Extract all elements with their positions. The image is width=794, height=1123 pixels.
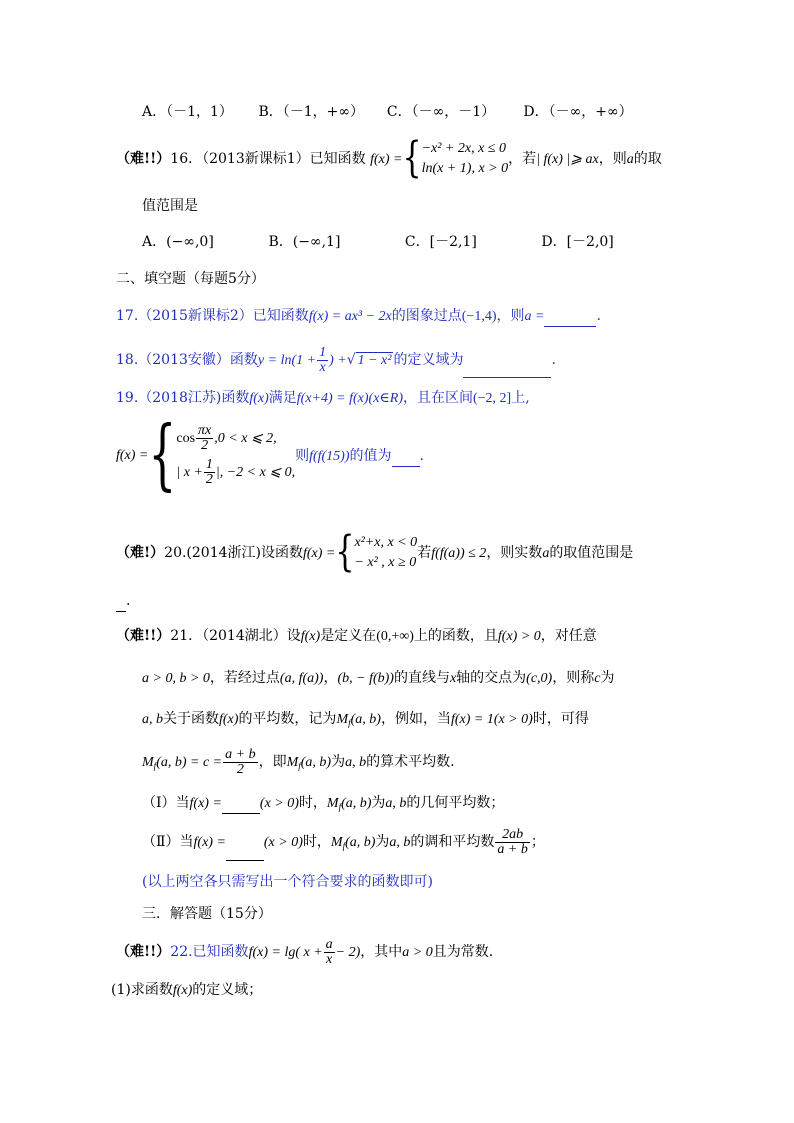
q21-text: 的直线与 <box>393 670 450 686</box>
q21-math: M <box>326 796 339 811</box>
q16-option-b: B．(−∞,1] <box>268 234 341 250</box>
q17-formula: f(x) = ax³ − 2x <box>308 309 392 324</box>
q21-math: a, b <box>385 796 407 811</box>
q17-text-a: 17.（2015新课标2）已知函数 <box>116 308 309 324</box>
q19-cases <box>176 424 295 488</box>
q16-cases <box>422 139 509 179</box>
q19-text-d: 上, <box>511 390 530 406</box>
q21-text: ； <box>530 834 545 850</box>
q16-case-2: ln(x + 1), x > 0 <box>421 161 509 176</box>
q22-line1 <box>116 934 493 971</box>
q19-case-1: cos $\frac{\pi x}{2}$ ,0 < x ⩽ 2, <box>176 423 277 454</box>
q16-stem-prefix: 16．（2013新课标1）已知函数 <box>170 151 366 167</box>
left-brace-icon: { <box>148 410 177 500</box>
q21-math: f(x) = <box>189 796 222 811</box>
q16-stem-mid: ，若 <box>508 151 537 167</box>
q22-sub1 <box>111 980 262 1001</box>
q21-math: a > 0, b > 0 <box>142 671 210 686</box>
q20-text-c: ，则实数 <box>486 545 543 561</box>
q21-text: 的算术平均数. <box>366 754 455 770</box>
q19-formula-c: f(f(15)) <box>309 448 350 464</box>
q16-stem-line2: 值范围是 <box>142 198 198 214</box>
q21-math: M <box>336 712 349 727</box>
q20-line1 <box>116 527 634 577</box>
q18-text-b: 的定义域为 <box>393 352 464 368</box>
q21-text: 为 <box>375 834 390 850</box>
q18-formula-a: y = ln(1 + <box>257 353 317 368</box>
q21-math: M <box>142 755 154 770</box>
q16-condition: | f(x) |⩾ ax <box>536 152 599 167</box>
q22-formula-b: − 2) <box>335 945 361 960</box>
q19-interval: (−2, 2] <box>473 391 512 406</box>
q21-part1 <box>142 793 504 814</box>
q21-text: ，对任意 <box>540 628 597 644</box>
q21-text: 时， <box>298 795 327 811</box>
q21-math-sub: f <box>338 802 342 812</box>
q21-text: 是定义在 <box>320 628 377 644</box>
q21-part1-blank[interactable] <box>222 793 260 814</box>
q18-frac-denominator: x <box>319 359 326 375</box>
q21-text: 时，可得 <box>532 711 589 727</box>
q17-point: (−1,4) <box>461 309 497 324</box>
q22-text-c: 且为常数. <box>432 944 494 960</box>
q21-math-sub: f <box>298 761 301 771</box>
q20-formula: f(f(a)) ≤ 2 <box>431 546 487 561</box>
q17-text-c: ，则 <box>496 308 525 324</box>
sqrt-icon: √ <box>346 352 356 368</box>
q21-note: (以上两空各只需写出一个符合要求的函数即可) <box>142 874 433 890</box>
q21-fraction: $\frac{a + b}{2}$ <box>225 746 256 777</box>
q21-text: （Ⅰ）当 <box>142 795 190 811</box>
q22-formula-a: f(x) = lg( x + <box>248 945 323 960</box>
q21-math: (a, f(a)) <box>279 671 324 686</box>
q21-line2 <box>142 668 614 689</box>
q21-math: (x > 0) <box>263 835 303 850</box>
q20-cases <box>354 533 417 573</box>
q21-text: 时， <box>302 834 331 850</box>
q16-options <box>142 232 614 252</box>
q22-sub1-f: f(x) <box>172 983 193 998</box>
q21-text: 为 <box>371 795 386 811</box>
q20-text-a: 20.(2014浙江)设函数 <box>164 545 303 561</box>
q21-math: (b, − f(b)) <box>337 671 394 686</box>
q21-math: f(x) <box>300 629 321 644</box>
q19-text-f: 的值为 <box>349 447 392 464</box>
q21-math: f(x) <box>219 712 239 727</box>
q15-options <box>142 102 633 122</box>
q22-sub1-text-a: (1)求函数 <box>111 982 173 998</box>
q18-fraction <box>317 346 328 375</box>
q19-line1 <box>116 388 530 409</box>
q18-formula-b: ) + <box>329 353 347 368</box>
q16-case-1: −x² + 2x, x ≤ 0 <box>421 141 506 156</box>
q21-text: 轴的交点为 <box>456 670 527 686</box>
q15-option-a: A．（－1，1） <box>142 104 233 120</box>
q21-math: a, b <box>345 755 367 770</box>
q20-answer-blank[interactable] <box>116 591 126 612</box>
q21-math: (a, b) = c = <box>156 755 223 770</box>
q19-formula-b: f(x+4) = f(x)(x∈R) <box>296 391 403 406</box>
q21-text: 的调和平均数 <box>410 834 495 850</box>
q20-case-2: − x² , x ≥ 0 <box>354 555 417 570</box>
q16-option-a: A．(−∞,0] <box>142 234 214 250</box>
q21-math: a, b <box>142 712 163 727</box>
q21-text: ，例如，当 <box>380 711 451 727</box>
q17-text-b: 的图象过点 <box>391 308 462 324</box>
q19-end: . <box>419 447 424 464</box>
q15-option-b: B．（－1，+∞） <box>258 104 365 120</box>
q22-text-a: 22.已知函数 <box>170 944 249 960</box>
q18-text-a: 18.（2013安徽）函数 <box>116 352 258 368</box>
q21-math: M <box>330 835 343 850</box>
q21-math: f(x) > 0 <box>497 629 541 644</box>
left-brace-icon: { <box>335 527 355 577</box>
q21-harmonic-fraction: $\frac{2ab}{a + b}$ <box>497 826 528 857</box>
q21-math: (c,0) <box>526 671 553 686</box>
q22-text-b: ，其中 <box>360 944 403 960</box>
q20-line2 <box>116 591 130 612</box>
difficulty-tag: （难!!） <box>116 628 171 644</box>
q16-fx: f(x) = <box>370 152 403 167</box>
q19-case-2: | x + $\frac{1}{2}$ |, −2 < x ⩽ 0, <box>176 457 296 488</box>
q15-option-c: C．（－∞，－1） <box>386 104 496 120</box>
q19-answer-blank[interactable] <box>392 446 420 467</box>
q21-text: 的平均数，记为 <box>238 711 337 727</box>
q21-math: (0,+∞) <box>376 629 414 644</box>
q21-text: ，若经过点 <box>209 670 280 686</box>
q19-text-e: 则 <box>295 447 310 464</box>
q17-end: . <box>596 308 601 324</box>
q21-math: c <box>594 671 601 686</box>
q17-answer-blank[interactable] <box>544 306 596 327</box>
q21-text: 上的函数，且 <box>413 628 498 644</box>
q21-math: (a, b) <box>341 796 372 811</box>
q21-text: （Ⅱ）当 <box>142 834 194 850</box>
q21-math-sub: f <box>348 718 351 728</box>
q20-fx: f(x) = <box>302 546 336 561</box>
q21-math: a, b <box>389 835 411 850</box>
q21-line4 <box>142 744 455 781</box>
q21-math: (a, b) <box>300 755 332 770</box>
left-brace-icon: { <box>402 133 422 183</box>
q21-math: f(x) = 1(x > 0) <box>450 712 533 727</box>
q21-text: 21．（2014湖北）设 <box>170 628 301 644</box>
q16-suffix-b: 的取 <box>633 151 662 167</box>
q21-math: x <box>449 671 457 686</box>
q16-option-d: D．[－2,0] <box>541 234 614 250</box>
q21-text: ，即 <box>258 754 287 770</box>
q19-text-a: 19.（2018江苏)函数 <box>116 390 250 406</box>
q20-text-d: 的取值范围是 <box>549 545 634 561</box>
q21-text: 的几何平均数； <box>406 795 505 811</box>
q21-part2 <box>142 824 545 861</box>
q21-math: f(x) = <box>193 835 226 850</box>
difficulty-tag: （难!!） <box>116 151 171 167</box>
q19-text-b: 满足 <box>268 390 297 406</box>
q16-var-a: a <box>626 152 634 167</box>
q17 <box>116 306 601 327</box>
q16-suffix-a: ，则 <box>598 151 627 167</box>
q22-sub1-text-b: 的定义域； <box>192 982 263 998</box>
difficulty-tag: （难!） <box>116 545 165 561</box>
section-2-title: 二、填空题（每题5分） <box>116 271 265 287</box>
difficulty-tag: （难!!） <box>116 944 171 960</box>
q22-fraction: $\frac{a}{x}$ <box>325 936 333 967</box>
q19-line2 <box>116 410 424 500</box>
q21-line3 <box>142 709 589 730</box>
q15-option-d: D．（－∞，+∞） <box>523 104 633 120</box>
q21-text: 关于函数 <box>163 711 219 727</box>
q21-text: 为 <box>331 754 346 770</box>
q19-formula-a: f(x) <box>249 391 269 406</box>
q18-sqrt: 1 − x² <box>357 353 392 368</box>
q21-math: (a, b) <box>350 712 381 727</box>
q18-end: . <box>551 352 556 368</box>
q21-line1 <box>116 626 597 647</box>
q22-condition: a > 0 <box>402 945 433 960</box>
q21-text: 为 <box>600 670 615 686</box>
q20-case-1: x²+x, x < 0 <box>354 535 418 550</box>
q21-math-sub: f <box>342 841 346 851</box>
q21-math: (x > 0) <box>259 796 299 811</box>
q21-text: ， <box>323 670 338 686</box>
q20-var: a <box>542 546 550 561</box>
q16-option-c: C．[－2,1] <box>404 234 477 250</box>
q18-frac-numerator: 1 <box>319 344 327 360</box>
q17-answer-label: a = <box>524 309 545 324</box>
q21-math: M <box>286 755 299 770</box>
q21-part2-blank[interactable] <box>226 824 264 861</box>
q18-answer-blank[interactable] <box>463 343 551 378</box>
q18 <box>116 343 556 378</box>
q20-end: . <box>126 593 131 609</box>
section-3-title: 三．解答题（15分） <box>142 906 272 922</box>
q16-stem <box>116 133 662 183</box>
q21-math-sub: f <box>153 761 157 771</box>
q20-text-b: 若 <box>417 545 432 561</box>
q21-math: (a, b) <box>345 835 376 850</box>
q21-text: ，则称 <box>552 670 595 686</box>
q19-text-c: ，且在区间 <box>403 390 473 406</box>
q19-fx: f(x) = <box>116 448 149 463</box>
